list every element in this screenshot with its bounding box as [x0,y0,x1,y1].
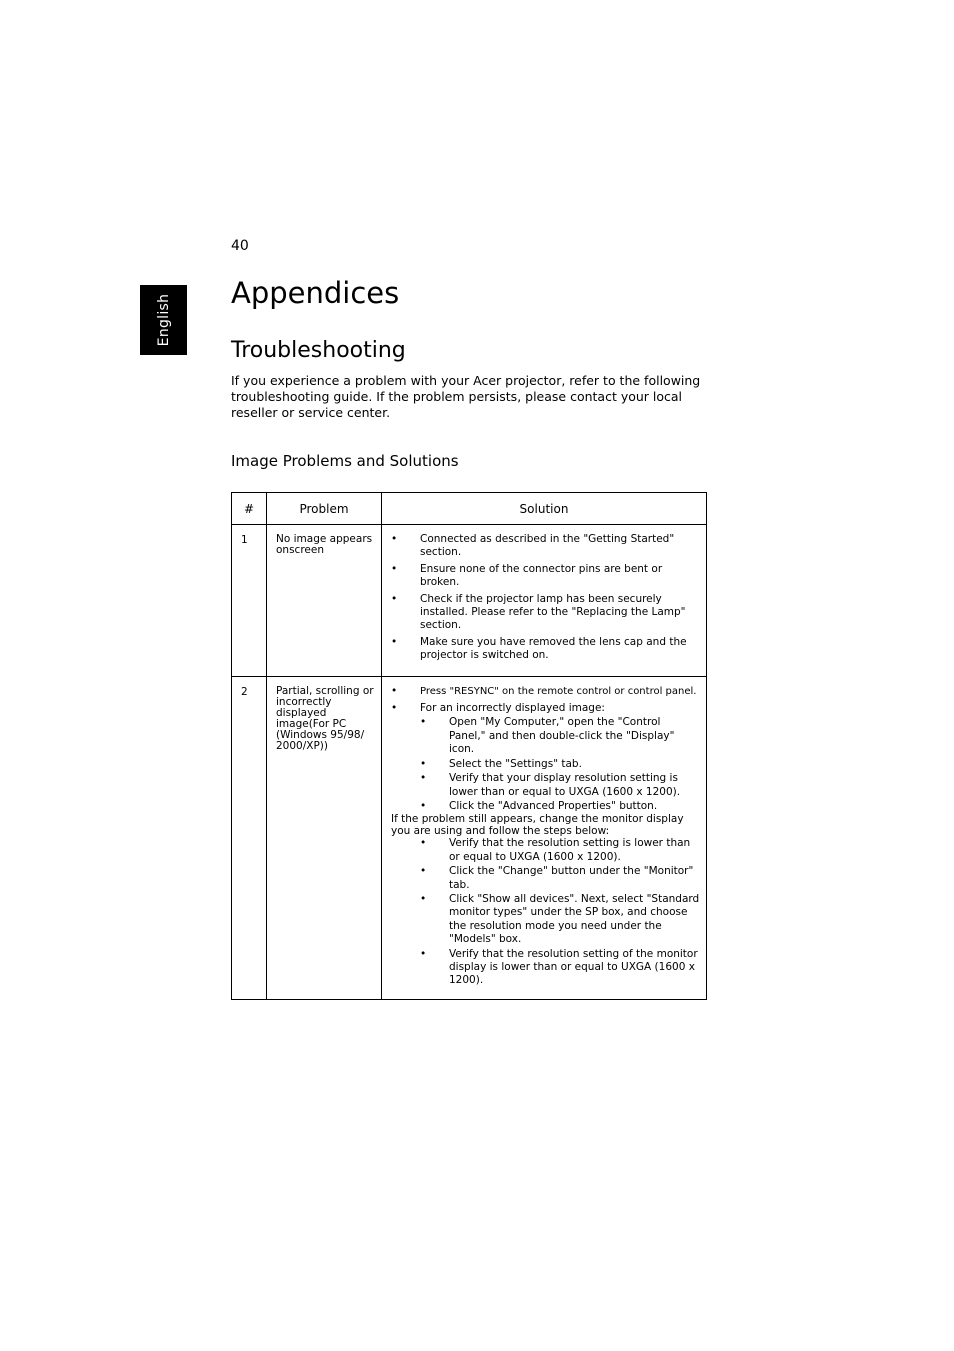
section-title: Troubleshooting [231,338,406,363]
note-paragraph: If the problem still appears, change the monitor display you are using and follow the steps below: [391,813,684,838]
troubleshooting-table [231,492,707,1000]
bullet: • [420,757,427,770]
column-header-solution: Solution [382,493,707,525]
list-item-text: Check if the projector lamp has been securely installed. Please refer to the "Replacing the Lamp" section. [420,592,686,632]
list-item-text: Click the "Advanced Properties" button. [449,799,658,812]
sub-list-item [391,758,700,771]
language-side-tab [140,285,187,355]
page-title: Appendices [231,276,400,310]
list-item [391,593,700,633]
bullet: • [420,865,427,878]
sub-list-item [391,837,700,864]
bullet: • [420,716,427,729]
sub-list-item [391,948,700,988]
bullet: • [420,772,427,785]
sub-list-item [391,716,700,756]
list-item-text: Click "Show all devices". Next, select "Standard monitor types" under the SP box, and choose the resolution mode you need under the "Models" box. [449,892,700,946]
list-item-text: Press "RESYNC" on the remote control or control panel. [420,685,697,697]
solution-cell [382,676,707,999]
bullet: • [391,702,398,715]
sub-list-item [391,865,700,892]
list-item-text: Open "My Computer," open the "Control Panel," and then double-click the "Display" icon. [449,716,675,756]
list-item [391,533,700,560]
bullet: • [391,684,398,697]
solution-cell [382,525,707,677]
bullet: • [391,562,398,575]
table-row [232,525,707,677]
problem-cell: No image appears onscreen [267,525,382,677]
column-header-number: # [232,493,267,525]
list-item-text: Click the "Change" button under the "Monitor" tab. [449,865,694,891]
bullet: • [420,799,427,812]
bullet: • [420,837,427,850]
list-item-text: Make sure you have removed the lens cap and the projector is switched on. [420,635,687,662]
problem-cell: Partial, scrolling or incorrectly displayed image(For PC (Windows 95/98/ 2000/XP)) [267,676,382,999]
table-header-row [232,493,707,525]
subsection-title: Image Problems and Solutions [231,452,459,470]
table-row [232,676,707,999]
list-item-text: Connected as described in the "Getting Started" section. [420,533,675,559]
list-item [391,563,700,590]
list-item-text: Verify that the resolution setting is lower than or equal to UXGA (1600 x 1200). [449,837,691,863]
sub-list-item [391,800,700,813]
sub-list-item [391,893,700,947]
list-item-text: Select the "Settings" tab. [449,757,582,770]
bullet: • [420,892,427,905]
language-tab-label: English [155,293,172,347]
list-item-text: Verify that the resolution setting of the monitor display is lower than or equal to UXGA (1600 x 1200). [449,947,698,987]
list-item [391,702,700,715]
row-number: 2 [232,676,267,999]
page-number: 40 [231,238,249,254]
sub-list-item [391,772,700,799]
list-item [391,636,700,663]
bullet: • [391,533,398,545]
bullet: • [391,635,398,648]
column-header-problem: Problem [267,493,382,525]
list-item-text: Ensure none of the connector pins are bent or broken. [420,562,663,589]
list-item-text: For an incorrectly displayed image: [420,702,605,715]
list-item-text: Verify that your display resolution setting is lower than or equal to UXGA (1600 x 1200). [449,772,681,798]
bullet: • [420,947,427,960]
list-item [391,685,700,698]
bullet: • [391,592,398,605]
row-number: 1 [232,525,267,677]
intro-paragraph: If you experience a problem with your Acer projector, refer to the following troubleshooting guide. If the problem persists, please contact your local reseller or service center. [231,373,701,420]
